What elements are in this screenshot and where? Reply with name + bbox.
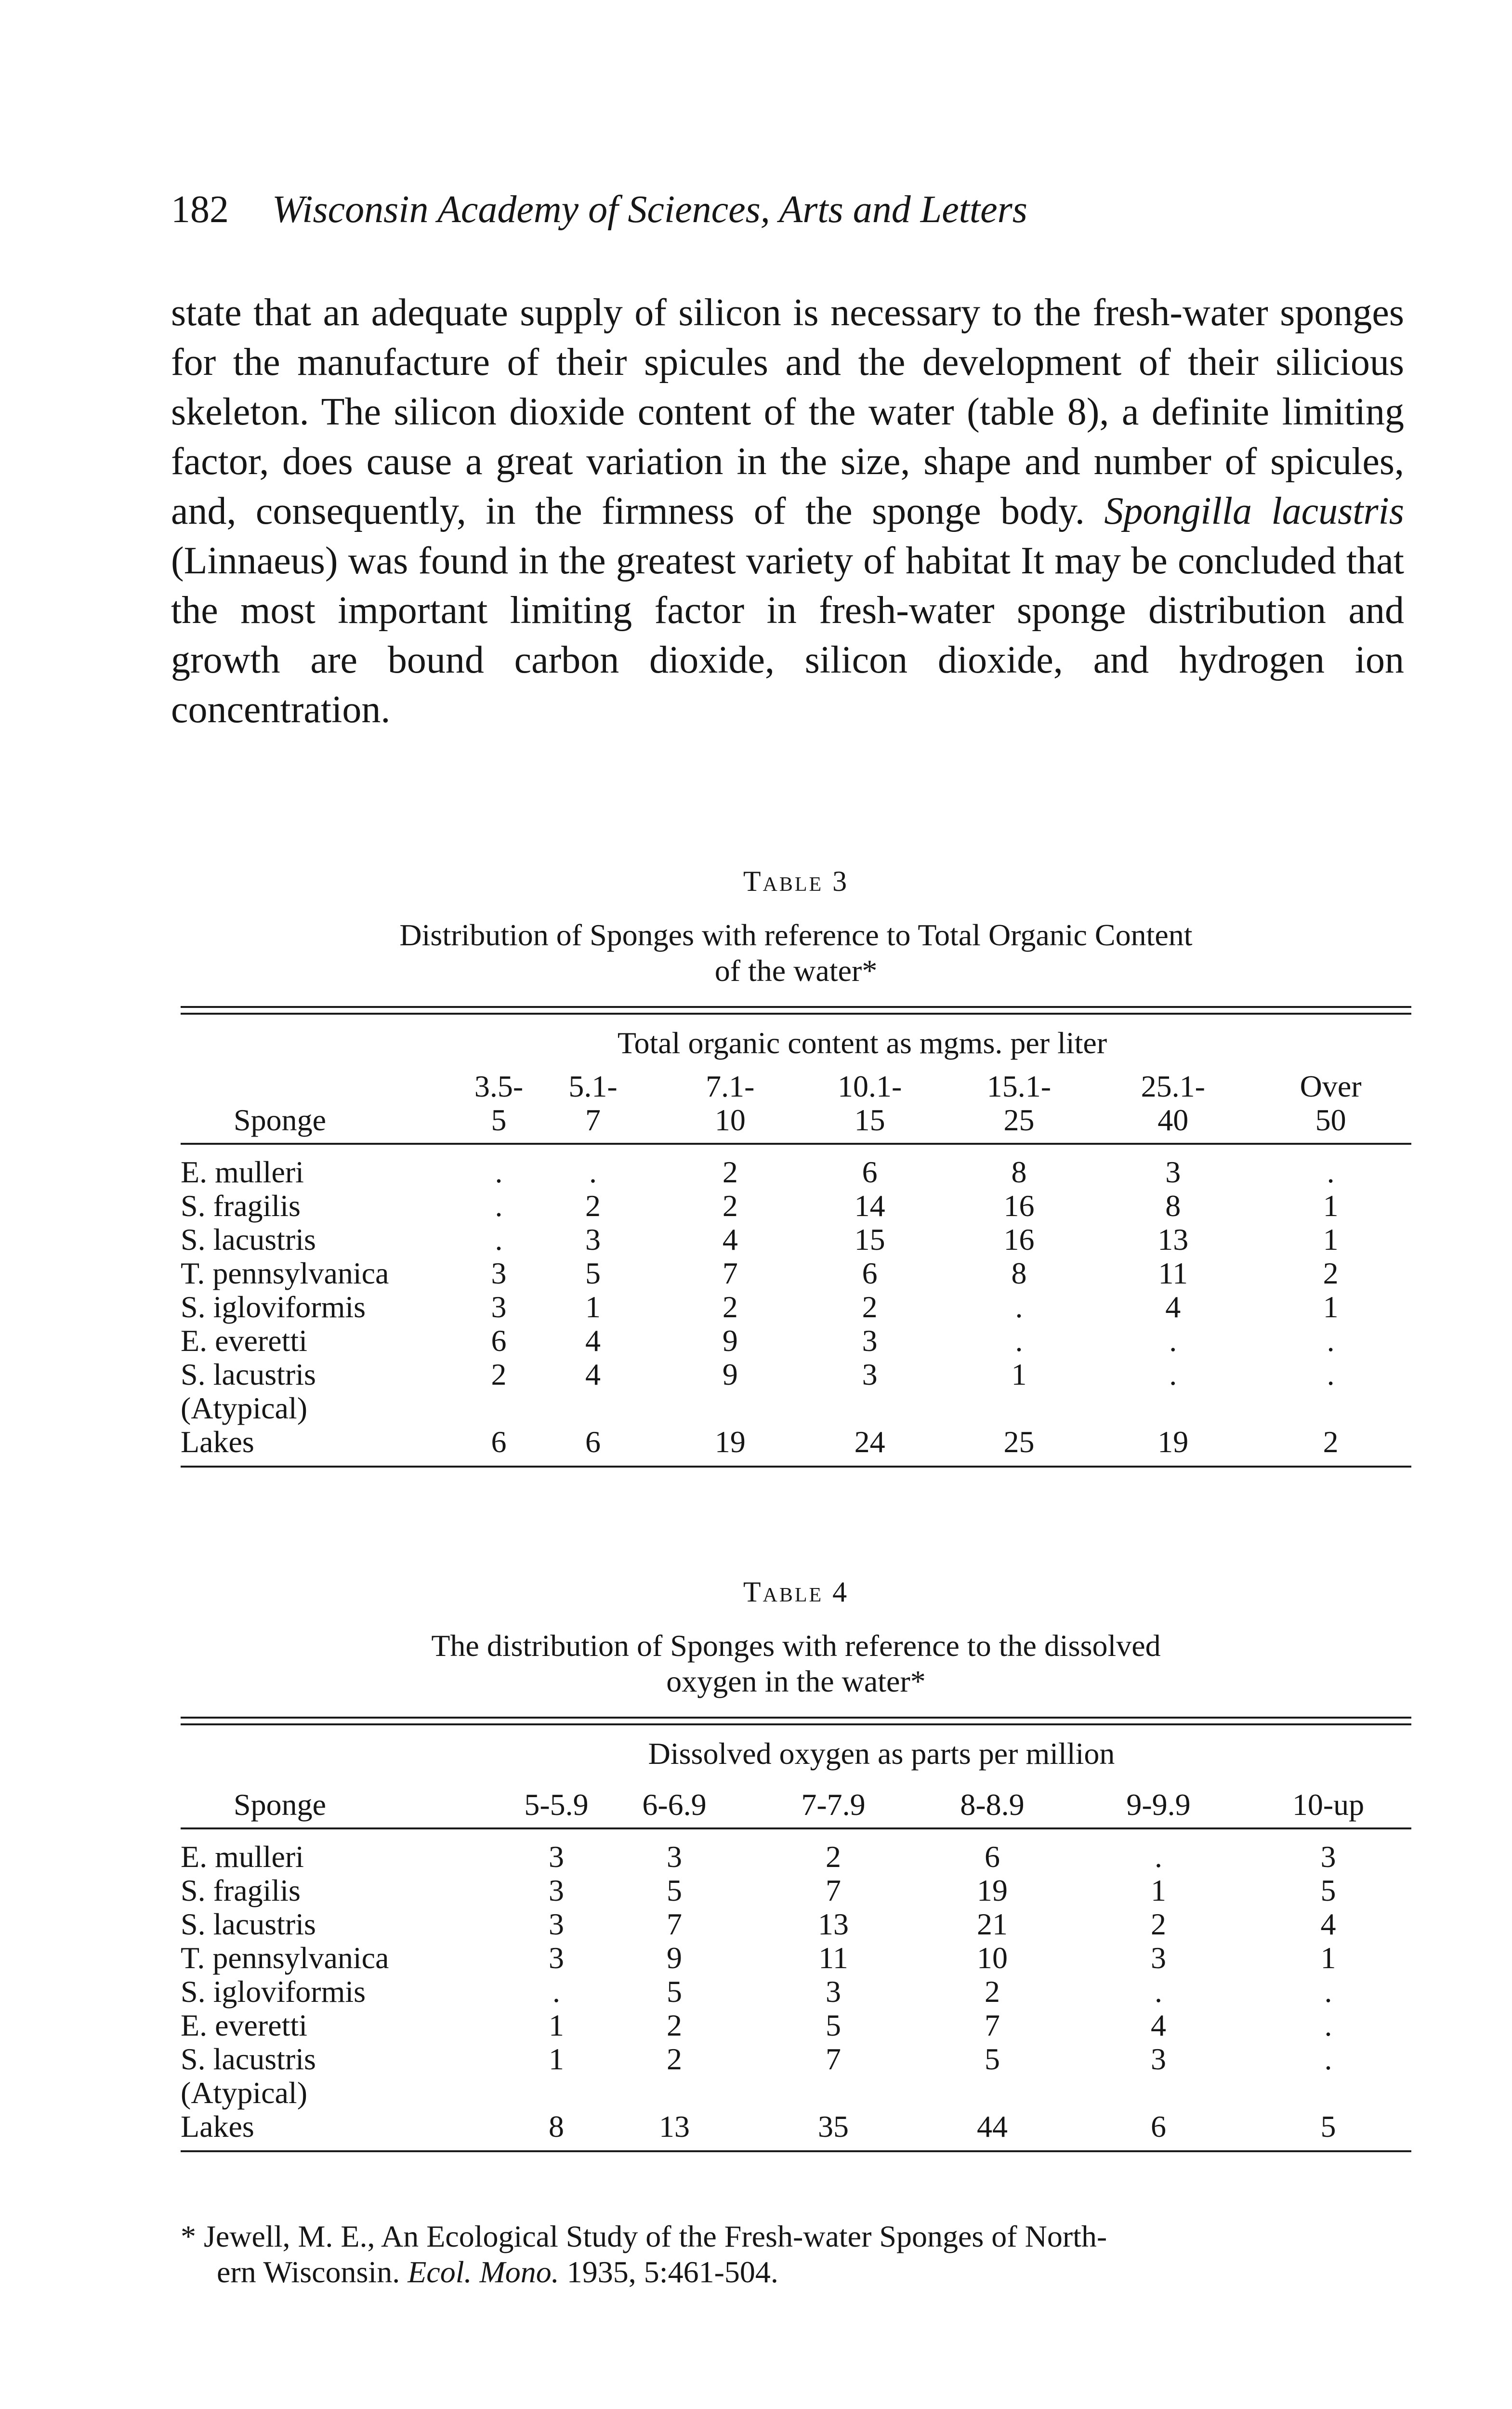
table-cell: 5 (1320, 1873, 1336, 1907)
table-cell: 4 (1320, 1907, 1336, 1941)
table-cell: 2 (722, 1189, 738, 1223)
table-cell: 3 (491, 1256, 507, 1290)
table-3-grid (181, 1015, 1411, 1466)
table-cell: 2 (1151, 1907, 1166, 1941)
table-4-caption-line2: oxygen in the water* (666, 1664, 926, 1698)
table-cell: 2 (985, 1974, 1000, 2009)
table-3-column-header: 25.1- (1141, 1069, 1205, 1103)
table-cell: 1 (1323, 1189, 1339, 1223)
table-cell: 1 (549, 2042, 564, 2076)
table-cell: 4 (585, 1324, 601, 1358)
body-text-part2: (Linnaeus) was found in the greatest variety of habitat It may be concluded that the most important limiting factor in fresh-water sponge distribution and growth are bound carbon dioxide, silicon dioxide, and hydrogen ion concentration. (171, 540, 1404, 731)
table-3-caption-line1: Distribution of Sponges with reference to Total Organic Content (399, 918, 1193, 952)
body-text-species-italic: Spongilla lacustris (1104, 490, 1404, 532)
table-cell: . (495, 1222, 503, 1257)
table-cell: 1 (1011, 1357, 1027, 1391)
table-cell: 6 (491, 1425, 507, 1459)
table-cell: 35 (818, 2109, 849, 2144)
table-cell: 21 (977, 1907, 1008, 1941)
table-3-column-header: 7.1- (706, 1069, 755, 1103)
table-cell: 14 (854, 1189, 885, 1223)
table-4-column-header: 8-8.9 (960, 1787, 1025, 1822)
table-3-row-label: E. everetti (181, 1324, 307, 1358)
table-cell: 5 (667, 1974, 682, 2009)
table-cell: 19 (977, 1873, 1008, 1907)
table-3-row-label: S. lacustris (181, 1222, 316, 1257)
table-4-stub-header: Sponge (234, 1787, 326, 1822)
table-row (181, 1257, 1411, 1290)
table-row (181, 2076, 1411, 2110)
table-4-bottom-rule (181, 2150, 1411, 2152)
table-4-caption (181, 1628, 1411, 1699)
table-row-lakes (181, 2110, 1411, 2150)
table-cell: 3 (667, 1840, 682, 1874)
table-cell: 2 (722, 1155, 738, 1189)
table-row (181, 1941, 1411, 1975)
table-cell: 9 (722, 1324, 738, 1358)
table-cell: 2 (491, 1357, 507, 1391)
table-cell: 3 (862, 1357, 878, 1391)
table-cell: 7 (722, 1256, 738, 1290)
table-3-column-header: 3.5- (474, 1069, 524, 1103)
table-4-grid (181, 1725, 1411, 2150)
table-cell: 2 (1323, 1256, 1339, 1290)
table-row (181, 1391, 1411, 1425)
table-4-row-label: S. igloviformis (181, 1974, 366, 2009)
table-cell: 9 (722, 1357, 738, 1391)
table-3-lakes-label: Lakes (181, 1425, 254, 1459)
table-cell: 6 (985, 1840, 1000, 1874)
table-3-spanner-heading: Total organic content as mgms. per liter (617, 1026, 1107, 1060)
table-cell: 5 (667, 1873, 682, 1907)
footnote (181, 2219, 1414, 2290)
table-4-top-rule (181, 1717, 1411, 1725)
table-row-lakes (181, 1425, 1411, 1466)
table-cell: 9 (667, 1941, 682, 1975)
table-cell: . (1169, 1324, 1177, 1358)
table-4-column-header: 6-6.9 (642, 1787, 707, 1822)
table-4-row-label: E. mulleri (181, 1840, 304, 1874)
table-cell: 4 (1165, 1290, 1181, 1324)
table-cell: 3 (826, 1974, 841, 2009)
table-cell: 2 (722, 1290, 738, 1324)
table-cell: 4 (585, 1357, 601, 1391)
footnote-journal: Ecol. Mono. (408, 2255, 559, 2289)
table-cell: 7 (985, 2008, 1000, 2042)
table-cell: . (1155, 1840, 1162, 1874)
table-row (181, 1145, 1411, 1189)
table-cell: 2 (862, 1290, 878, 1324)
table-cell: 3 (491, 1290, 507, 1324)
table-cell: 24 (854, 1425, 885, 1459)
table-cell: 8 (549, 2109, 564, 2144)
table-cell: . (1155, 1974, 1162, 2009)
table-cell: . (1324, 2042, 1332, 2076)
table-cell: . (1324, 2008, 1332, 2042)
table-cell: . (1015, 1324, 1023, 1358)
table-4-caption-line1: The distribution of Sponges with reference to the dissolved (431, 1628, 1161, 1663)
table-cell: 3 (549, 1873, 564, 1907)
table-3-column-header: 25 (1003, 1103, 1035, 1137)
table-cell: 10 (977, 1941, 1008, 1975)
table-cell: 1 (1323, 1222, 1339, 1257)
table-cell: 5 (585, 1256, 601, 1290)
table-cell: 15 (854, 1222, 885, 1257)
table-3-column-header: 10 (714, 1103, 746, 1137)
table-3-top-rule (181, 1006, 1411, 1015)
table-cell: . (1015, 1290, 1023, 1324)
table-3-row-label: S. lacustris (181, 1357, 316, 1391)
table-3-caption (181, 917, 1411, 989)
table-3-column-header: 7 (585, 1103, 601, 1137)
footnote-text-line2: ern Wisconsin. (217, 2255, 408, 2289)
table-3-column-header: 15.1- (986, 1069, 1052, 1103)
table-cell: 5 (985, 2042, 1000, 2076)
table-cell: 1 (585, 1290, 601, 1324)
table-3-row-label: E. mulleri (181, 1155, 304, 1189)
table-row (181, 1975, 1411, 2009)
table-4-label: Table 4 (743, 1576, 849, 1608)
table-3-atypical-label: (Atypical) (181, 1391, 307, 1425)
table-cell: 3 (585, 1222, 601, 1257)
table-3-column-header: 5 (491, 1103, 507, 1137)
table-cell: 19 (714, 1425, 746, 1459)
table-4-row-label: S. lacustris (181, 2042, 316, 2076)
table-3-row-label: S. fragilis (181, 1189, 301, 1223)
table-cell: 6 (862, 1155, 878, 1189)
table-cell: 1 (1323, 1290, 1339, 1324)
table-4-row-label: S. fragilis (181, 1873, 301, 1907)
table-cell: 5 (1320, 2109, 1336, 2144)
table-cell: . (1327, 1324, 1335, 1358)
table-4-row-label: E. everetti (181, 2008, 307, 2042)
table-4-lakes-label: Lakes (181, 2109, 254, 2144)
table-4-atypical-label: (Atypical) (181, 2076, 307, 2110)
table-cell: 6 (862, 1256, 878, 1290)
table-cell: . (1324, 1974, 1332, 2009)
table-cell: 6 (585, 1425, 601, 1459)
table-3-bottom-rule (181, 1466, 1411, 1468)
table-4-row-label: T. pennsylvanica (181, 1941, 389, 1975)
table-4-spanner-heading: Dissolved oxygen as parts per million (648, 1736, 1115, 1771)
table-4-column-header: 9-9.9 (1126, 1787, 1191, 1822)
table-3-column-header: 40 (1157, 1103, 1189, 1137)
table-cell: 16 (1003, 1222, 1035, 1257)
table-cell: 11 (1158, 1256, 1188, 1290)
table-cell: . (1169, 1357, 1177, 1391)
table-row (181, 1189, 1411, 1223)
table-cell: 13 (818, 1907, 849, 1941)
table-cell: 3 (862, 1324, 878, 1358)
table-cell: 5 (826, 2008, 841, 2042)
table-row (181, 1874, 1411, 1907)
table-cell: 8 (1011, 1155, 1027, 1189)
table-row (181, 2042, 1411, 2076)
table-row (181, 1290, 1411, 1324)
table-cell: 3 (1320, 1840, 1336, 1874)
table-cell: . (1327, 1357, 1335, 1391)
table-cell: 3 (549, 1941, 564, 1975)
table-3-label: Table 3 (743, 865, 849, 897)
table-cell: 1 (1320, 1941, 1336, 1975)
table-3-stub-header: Sponge (234, 1103, 326, 1137)
table-4 (181, 1575, 1411, 2152)
table-3-column-header: 5.1- (568, 1069, 618, 1103)
body-paragraph (171, 288, 1404, 735)
table-row (181, 1358, 1411, 1391)
table-row (181, 1324, 1411, 1358)
table-cell: . (552, 1974, 560, 2009)
table-cell: 4 (722, 1222, 738, 1257)
table-3-row-label: T. pennsylvanica (181, 1256, 389, 1290)
table-cell: 3 (549, 1840, 564, 1874)
table-cell: 1 (549, 2008, 564, 2042)
table-row (181, 1907, 1411, 1941)
table-cell: 2 (667, 2008, 682, 2042)
table-3-column-header: 10.1- (837, 1069, 902, 1103)
table-4-column-header: 7-7.9 (801, 1787, 866, 1822)
table-cell: 3 (1151, 2042, 1166, 2076)
footnote-marker: * (181, 2219, 196, 2253)
table-cell: 13 (659, 2109, 690, 2144)
table-4-column-header: 5-5.9 (524, 1787, 589, 1822)
table-cell: 3 (549, 1907, 564, 1941)
table-cell: 2 (585, 1189, 601, 1223)
table-cell: . (495, 1155, 503, 1189)
table-cell: 3 (1151, 1941, 1166, 1975)
table-3-row-label: S. igloviformis (181, 1290, 366, 1324)
table-cell: 6 (491, 1324, 507, 1358)
table-cell: 7 (826, 1873, 841, 1907)
table-cell: 8 (1011, 1256, 1027, 1290)
running-head (171, 190, 1027, 229)
table-cell: 44 (977, 2109, 1008, 2144)
table-cell: 2 (1323, 1425, 1339, 1459)
journal-title: Wisconsin Academy of Sciences, Arts and Letters (272, 188, 1027, 231)
table-cell: 4 (1151, 2008, 1166, 2042)
footnote-text-line1: Jewell, M. E., An Ecological Study of the Fresh-water Sponges of North- (196, 2219, 1107, 2253)
table-3-caption-line2: of the water* (714, 953, 878, 988)
table-cell: 2 (667, 2042, 682, 2076)
table-3-column-header: 15 (854, 1103, 885, 1137)
table-cell: . (1327, 1155, 1335, 1189)
page-number: 182 (171, 188, 229, 231)
table-cell: . (589, 1155, 597, 1189)
table-cell: 19 (1157, 1425, 1189, 1459)
table-row (181, 2009, 1411, 2042)
table-3-column-header: Over (1300, 1069, 1362, 1103)
table-4-column-header: 10-up (1292, 1787, 1365, 1822)
table-row (181, 1223, 1411, 1257)
table-cell: 1 (1151, 1873, 1166, 1907)
table-cell: 11 (818, 1941, 848, 1975)
table-cell: 7 (826, 2042, 841, 2076)
table-4-row-label: S. lacustris (181, 1907, 316, 1941)
footnote-citation: 1935, 5:461-504. (559, 2255, 778, 2289)
table-3-column-header: 50 (1315, 1103, 1346, 1137)
table-cell: 13 (1157, 1222, 1189, 1257)
table-cell: . (495, 1189, 503, 1223)
body-text-part1: state that an adequate supply of silicon is necessary to the fresh-water sponges for the manufacture of their spicules and the development of their silicious skeleton. The silicon dioxide content of the water (table 8), a definite limiting factor, does cause a great variation in the size, shape and number of spicules, and, consequently, in the firmness of the sponge body. (171, 291, 1404, 532)
table-3 (181, 865, 1411, 1468)
table-cell: 6 (1151, 2109, 1166, 2144)
table-cell: 16 (1003, 1189, 1035, 1223)
table-cell: 7 (667, 1907, 682, 1941)
table-cell: 8 (1165, 1189, 1181, 1223)
table-row (181, 1829, 1411, 1874)
table-cell: 2 (826, 1840, 841, 1874)
table-cell: 25 (1003, 1425, 1035, 1459)
table-cell: 3 (1165, 1155, 1181, 1189)
footnote-continuation (181, 2254, 1414, 2290)
